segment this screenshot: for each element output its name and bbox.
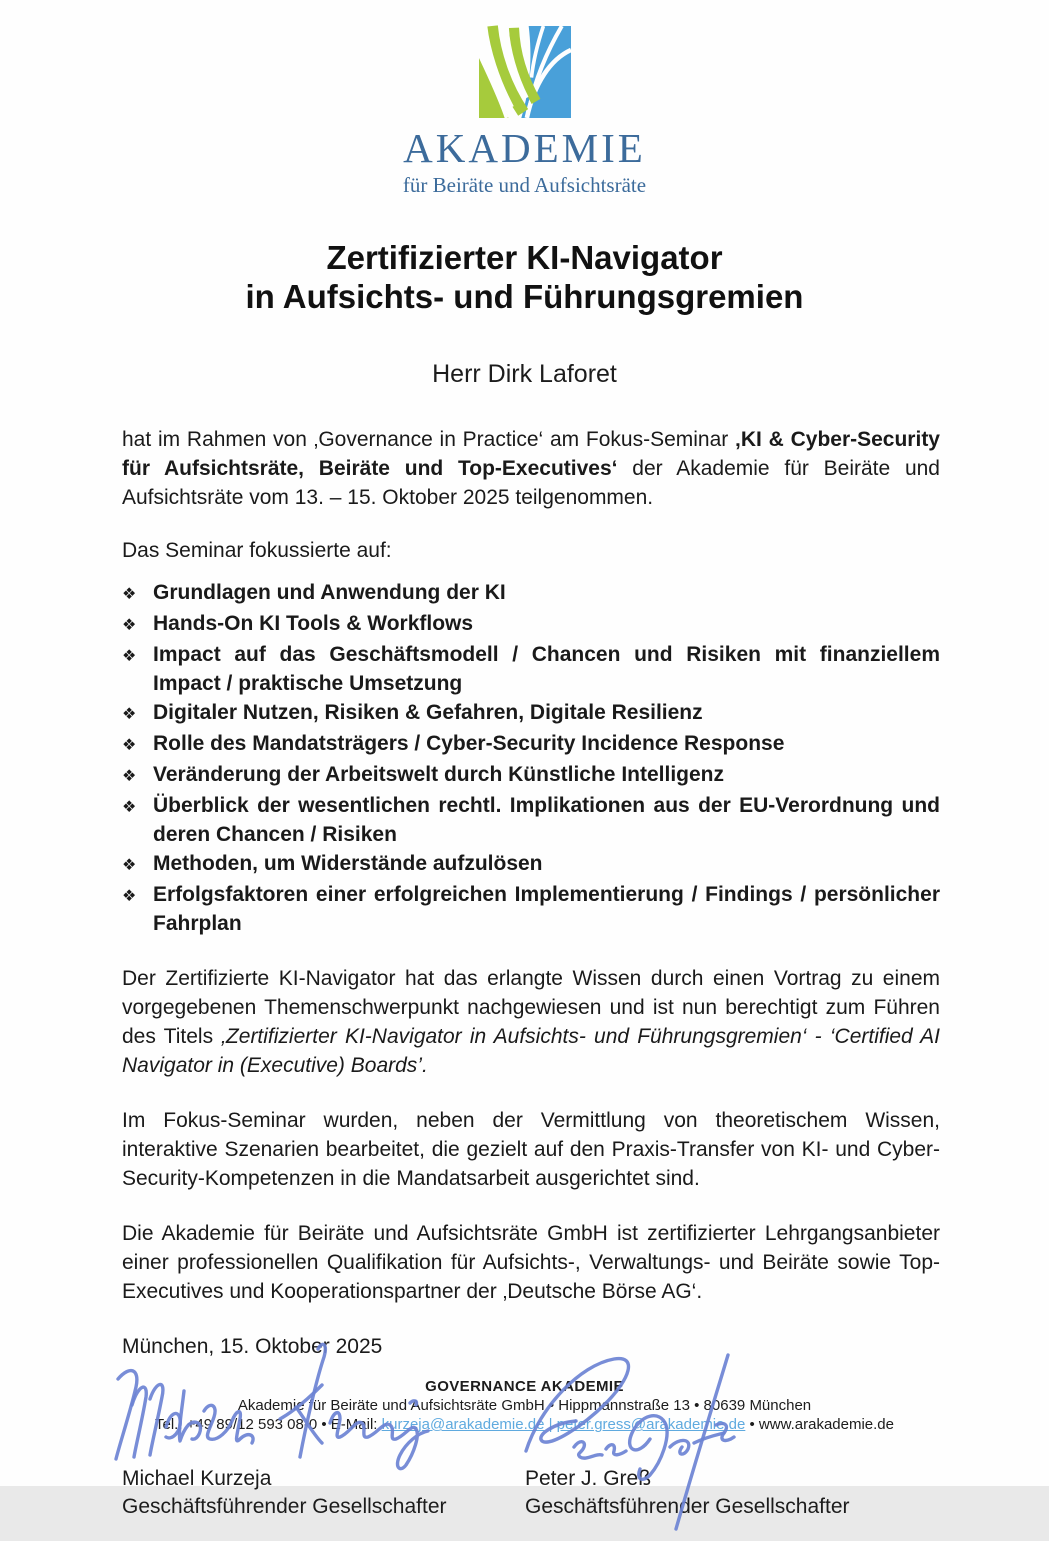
diamond-bullet-icon: ❖ (122, 857, 137, 874)
list-item (122, 880, 940, 938)
header (0, 0, 1049, 198)
diamond-bullet-icon: ❖ (122, 888, 137, 905)
footer (0, 1377, 1049, 1434)
signer-role: Geschäftsführender Gesellschafter (525, 1495, 850, 1518)
email-link-gress[interactable]: peter.gress@arakademie.de (556, 1416, 746, 1433)
dateline: München, 15. Oktober 2025 (122, 1335, 383, 1358)
focus-list (122, 578, 940, 938)
list-item (122, 729, 940, 760)
footer-tel: Tel.: +49 89/12 593 08-0 • E-Mail: (154, 1416, 382, 1433)
list-item (122, 849, 940, 880)
footer-website: • www.arakademie.de (745, 1416, 894, 1433)
diamond-bullet-icon: ❖ (122, 617, 137, 634)
diamond-bullet-icon: ❖ (122, 648, 137, 665)
recipient-name: Herr Dirk Laforet (432, 360, 617, 388)
diamond-bullet-icon: ❖ (122, 768, 137, 785)
list-item-text: Erfolgsfaktoren einer erfolgreichen Implementierung / Findings / persönlicher Fahrplan (153, 883, 940, 935)
signer-name: Peter J. Greß (525, 1467, 652, 1490)
list-item (122, 698, 940, 729)
signer-block-right (525, 1465, 850, 1521)
list-item-text: Digitaler Nutzen, Risiken & Gefahren, Digitale Resilienz (153, 701, 703, 724)
intro-text-2: der Akademie für Beiräte und Aufsichtsräte vom 13. – 15. Oktober 2025 teilgenommen. (122, 457, 940, 509)
list-item (122, 609, 940, 640)
footer-contact-line (0, 1415, 1049, 1434)
grant-text: Der Zertifizierte KI-Navigator hat das erlangte Wissen durch einen Vortrag zu einem vorgegebenen Themenschwerpunkt nachgewiesen und ist nun berechtigt zum Führen des Titels (122, 967, 940, 1048)
list-item (122, 791, 940, 849)
list-item-text: Methoden, um Widerstände aufzulösen (153, 852, 543, 875)
email-link-kurzeja[interactable]: kurzeja@arakademie.de (381, 1416, 545, 1433)
focus-heading: Das Seminar fokussierte auf: (122, 539, 392, 562)
granted-title-italic: ‚Zertifizierter KI-Navigator in Aufsichts- und Führungsgremien‘ - ‘Certified AI Navigator in (Executive) Boards’. (122, 1025, 940, 1077)
diamond-bullet-icon: ❖ (122, 706, 137, 723)
list-item-text: Hands-On KI Tools & Workflows (153, 612, 474, 635)
brand-name: AKADEMIE (403, 125, 646, 171)
paragraph-title-grant (122, 964, 940, 1080)
intro-paragraph (122, 425, 940, 512)
paragraph-akademie-info: Die Akademie für Beiräte und Aufsichtsräte GmbH ist zertifizierter Lehrgangsanbieter einer professionellen Qualifikation für Aufsichts-, Verwaltungs- und Beiräte sowie Top-Executives und Kooperationspartner der ‚Deutsche Börse AG‘. (122, 1222, 940, 1303)
certificate-title (0, 238, 1049, 316)
seminar-title-bold: ‚KI & Cyber-Security für Aufsichtsräte, Beiräte und Top-Executives‘ (122, 428, 940, 480)
title-line-1: Zertifizierter KI-Navigator (326, 239, 723, 276)
footer-separator: | (544, 1416, 557, 1433)
list-item (122, 640, 940, 698)
signer-name: Michael Kurzeja (122, 1467, 272, 1490)
diamond-bullet-icon: ❖ (122, 586, 137, 603)
akademie-logo-icon (479, 26, 571, 118)
signer-role: Geschäftsführender Gesellschafter (122, 1495, 447, 1518)
diamond-bullet-icon: ❖ (122, 799, 137, 816)
list-item (122, 578, 940, 609)
brand-tagline: für Beiräte und Aufsichtsräte (402, 173, 647, 197)
list-item-text: Impact auf das Geschäftsmodell / Chancen und Risiken mit finanziellem Impact / praktische Umsetzung (153, 643, 940, 695)
list-item (122, 760, 940, 791)
list-item-text: Veränderung der Arbeitswelt durch Künstliche Intelligenz (153, 763, 724, 786)
signer-block-left (122, 1465, 447, 1521)
list-item-text: Rolle des Mandatsträgers / Cyber-Security Incidence Response (153, 732, 785, 755)
intro-text-1: hat im Rahmen von ‚Governance in Practice‘ am Fokus-Seminar (122, 428, 736, 451)
footer-address: Akademie für Beiräte und Aufsichtsräte GmbH • Hippmannstraße 13 • 80639 München (237, 1397, 812, 1414)
paragraph-seminar-method: Im Fokus-Seminar wurden, neben der Vermittlung von theoretischem Wissen, interaktive Szenarien bearbeitet, die gezielt auf den Praxis-Transfer von KI- und Cyber-Security-Kompetenzen in die Mandatsarbeit ausgerichtet sind. (122, 1109, 940, 1190)
title-line-2: in Aufsichts- und Führungsgremien (245, 278, 804, 315)
list-item-text: Überblick der wesentlichen rechtl. Implikationen aus der EU-Verordnung und deren Chancen / Risiken (153, 794, 940, 846)
diamond-bullet-icon: ❖ (122, 737, 137, 754)
list-item-text: Grundlagen und Anwendung der KI (153, 581, 506, 604)
certificate-body (122, 425, 940, 1361)
footer-org-name: GOVERNANCE AKADEMIE (425, 1378, 624, 1395)
